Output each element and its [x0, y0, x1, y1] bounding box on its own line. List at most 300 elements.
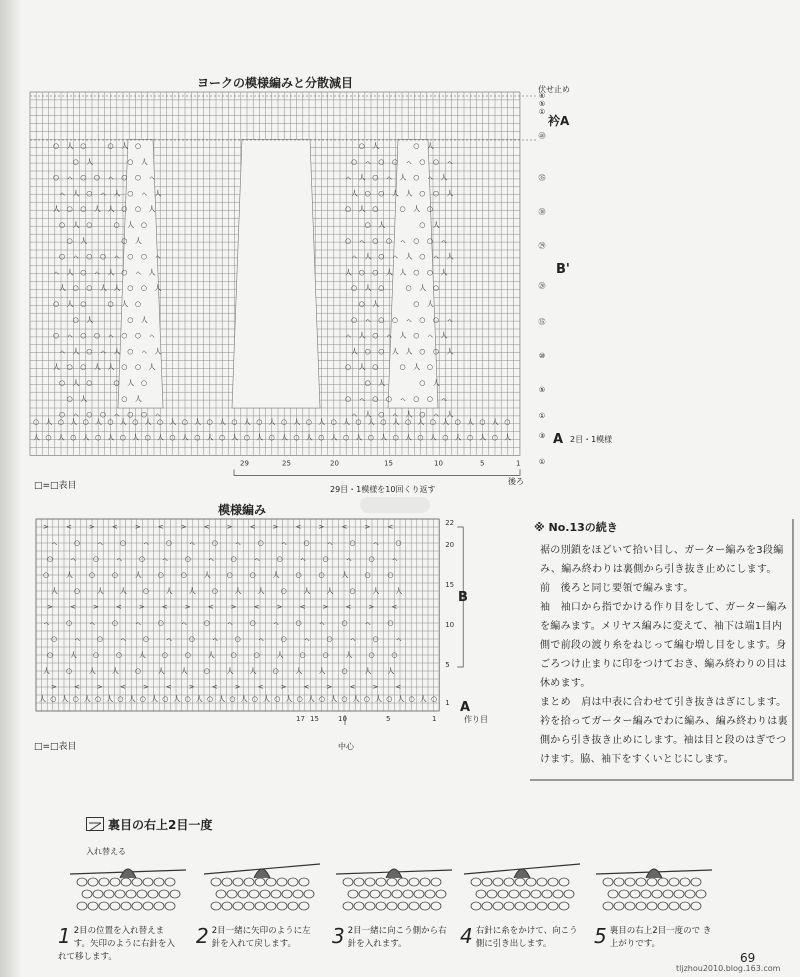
svg-text:ㇸ: ㇸ [326, 539, 334, 547]
technique-step-3 [332, 925, 450, 951]
svg-text:人: 人 [345, 651, 353, 659]
yoke-back-label: 後ろ [508, 477, 524, 486]
svg-text:人: 人 [419, 284, 427, 293]
yoke-symbol-row-26 [59, 346, 161, 355]
svg-text:人: 人 [43, 667, 50, 675]
svg-text:人: 人 [446, 189, 454, 198]
svg-text:○: ○ [203, 667, 210, 675]
technique-illustration-4 [464, 864, 580, 910]
svg-text:人: 人 [391, 189, 399, 198]
svg-text:○: ○ [358, 142, 365, 150]
svg-text:○: ○ [59, 410, 66, 419]
svg-text:○: ○ [364, 571, 371, 579]
svg-text:○: ○ [391, 157, 399, 166]
svg-text:ㇸ: ㇸ [345, 173, 352, 182]
svg-text:人: 人 [432, 379, 440, 387]
svg-text:人: 人 [86, 157, 94, 166]
svg-text:○: ○ [385, 394, 393, 403]
svg-text:○: ○ [322, 651, 329, 659]
svg-text:>: > [226, 523, 233, 531]
svg-text:人: 人 [218, 695, 226, 703]
note-paragraph-front: 前 後ろと同じ要領で編みます。 [540, 583, 694, 594]
svg-text:○: ○ [372, 635, 379, 643]
svg-text:人: 人 [249, 667, 257, 675]
svg-text:○: ○ [121, 363, 128, 372]
svg-text:ㇸ: ㇸ [299, 555, 307, 563]
svg-text:○: ○ [119, 433, 126, 442]
svg-text:○: ○ [419, 189, 426, 198]
svg-text:ㇸ: ㇸ [303, 635, 311, 643]
pattern-a-label: A [460, 700, 471, 715]
yoke-tick-15: 15 [384, 459, 393, 468]
svg-text:○: ○ [82, 417, 89, 426]
svg-text:人: 人 [405, 252, 413, 261]
svg-text:人: 人 [243, 417, 251, 426]
svg-text:○: ○ [413, 142, 420, 150]
no13-continued-note [530, 519, 794, 781]
svg-text:○: ○ [413, 268, 420, 277]
svg-text:人: 人 [180, 667, 188, 675]
svg-text:>: > [142, 683, 149, 691]
svg-text:ㇸ: ㇸ [272, 619, 280, 627]
svg-text:ㇸ: ㇸ [372, 539, 380, 547]
svg-text:人: 人 [119, 587, 127, 595]
svg-text:>: > [326, 683, 333, 691]
svg-text:>: > [43, 523, 49, 531]
svg-text:○: ○ [134, 142, 141, 150]
svg-text:人: 人 [380, 433, 388, 442]
svg-text:○: ○ [139, 695, 146, 703]
svg-text:人: 人 [318, 417, 326, 426]
svg-text:人: 人 [80, 394, 88, 403]
svg-text:<: < [303, 683, 310, 691]
svg-text:人: 人 [154, 347, 162, 356]
svg-text:○: ○ [93, 331, 101, 340]
svg-text:<: < [387, 523, 394, 531]
svg-text:人: 人 [307, 695, 315, 703]
step-5-number: 5 [594, 924, 607, 948]
svg-text:人: 人 [256, 433, 264, 442]
svg-text:人: 人 [72, 189, 80, 198]
svg-text:人: 人 [234, 587, 242, 595]
svg-text:○: ○ [86, 221, 93, 229]
svg-text:人: 人 [504, 433, 512, 442]
svg-text:○: ○ [399, 363, 406, 372]
svg-text:人: 人 [82, 433, 90, 442]
svg-text:>: > [364, 523, 371, 531]
svg-text:人: 人 [88, 667, 96, 675]
svg-text:人: 人 [169, 417, 177, 426]
yoke-b-prime-label: B' [556, 262, 570, 277]
svg-text:ㇸ: ㇸ [66, 331, 74, 340]
technique-illustration-1 [70, 869, 186, 910]
page-number: 69 [740, 951, 756, 965]
svg-text:○: ○ [127, 347, 134, 356]
yoke-chart-title: ヨークの模様編みと分散減目 [197, 76, 354, 90]
svg-text:人: 人 [355, 433, 363, 442]
svg-text:人: 人 [330, 433, 338, 442]
svg-text:人: 人 [194, 417, 202, 426]
svg-text:○: ○ [72, 315, 79, 324]
svg-text:ㇸ: ㇸ [88, 619, 96, 627]
svg-text:○: ○ [504, 417, 511, 426]
svg-text:>: > [230, 603, 237, 611]
svg-text:人: 人 [419, 695, 427, 703]
svg-text:<: < [257, 683, 264, 691]
svg-text:○: ○ [467, 433, 474, 442]
step-2-text: 2目一緒に矢印のように左針を入れて戻します。 [211, 926, 311, 949]
svg-text:○: ○ [231, 417, 238, 426]
svg-text:ㇸ: ㇸ [211, 635, 219, 643]
svg-text:>: > [372, 683, 379, 691]
technique-title: 裏目の右上2目一度 [108, 818, 213, 832]
svg-text:人: 人 [207, 651, 215, 659]
svg-text:>: > [180, 523, 187, 531]
svg-text:○: ○ [341, 619, 348, 627]
svg-text:人: 人 [231, 433, 239, 442]
svg-text:ㇸ: ㇸ [432, 410, 440, 419]
svg-text:<: < [295, 523, 302, 531]
svg-text:ㇸ: ㇸ [391, 410, 399, 419]
yoke-legend: □=□表目 [34, 481, 77, 491]
svg-text:○: ○ [372, 268, 379, 277]
svg-text:○: ○ [479, 417, 486, 426]
svg-text:○: ○ [70, 433, 77, 442]
svg-text:人: 人 [95, 417, 102, 426]
svg-text:○: ○ [378, 315, 385, 324]
svg-text:<: < [161, 603, 168, 611]
technique-illustration-3 [336, 869, 452, 910]
yoke-row-number-6: ㉚ [538, 208, 546, 216]
svg-text:○: ○ [345, 394, 352, 403]
svg-text:○: ○ [372, 173, 379, 182]
svg-text:人: 人 [144, 417, 152, 426]
yoke-symbol-row-b-8 [345, 204, 433, 213]
svg-text:○: ○ [343, 433, 350, 442]
svg-text:○: ○ [157, 417, 164, 426]
svg-text:人: 人 [99, 284, 107, 293]
svg-text:○: ○ [349, 539, 356, 547]
svg-text:○: ○ [299, 651, 306, 659]
svg-text:人: 人 [134, 394, 142, 403]
svg-text:ㇸ: ㇸ [148, 331, 156, 340]
svg-text:○: ○ [405, 284, 412, 293]
svg-text:人: 人 [375, 695, 382, 703]
pattern-chart-title: 模様編み [218, 503, 267, 517]
svg-text:ㇸ: ㇸ [180, 619, 188, 627]
svg-text:人: 人 [391, 347, 399, 356]
svg-text:>: > [92, 603, 99, 611]
technique-illustration-2 [204, 864, 320, 910]
yoke-tick-20: 20 [330, 459, 339, 468]
svg-text:人: 人 [426, 300, 434, 308]
svg-text:ㇸ: ㇸ [107, 173, 115, 182]
svg-text:○: ○ [349, 587, 356, 595]
svg-text:人: 人 [128, 695, 136, 703]
svg-text:>: > [184, 603, 191, 611]
svg-text:>: > [134, 523, 141, 531]
svg-text:○: ○ [399, 205, 406, 214]
svg-text:ㇸ: ㇸ [405, 315, 413, 324]
svg-text:○: ○ [419, 221, 426, 229]
svg-text:人: 人 [127, 221, 135, 229]
svg-text:ㇸ: ㇸ [161, 555, 169, 563]
svg-text:人: 人 [203, 571, 211, 579]
svg-text:人: 人 [148, 205, 156, 214]
yoke-symbol-row-6 [59, 188, 161, 197]
svg-text:○: ○ [230, 555, 237, 563]
svg-text:○: ○ [115, 651, 122, 659]
yoke-repeat-bracket [234, 469, 520, 475]
svg-text:○: ○ [121, 173, 128, 182]
svg-text:>: > [276, 603, 283, 611]
svg-text:人: 人 [387, 667, 395, 675]
svg-text:人: 人 [151, 695, 158, 703]
svg-text:○: ○ [274, 695, 281, 703]
svg-text:○: ○ [230, 651, 237, 659]
svg-text:○: ○ [165, 539, 172, 547]
svg-text:人: 人 [446, 410, 454, 419]
svg-text:人: 人 [165, 587, 173, 595]
svg-text:人: 人 [345, 268, 352, 277]
svg-text:○: ○ [169, 433, 176, 442]
svg-text:人: 人 [154, 284, 162, 293]
svg-text:○: ○ [408, 695, 415, 703]
svg-text:人: 人 [93, 205, 101, 214]
svg-text:○: ○ [96, 635, 104, 643]
svg-text:○: ○ [184, 555, 191, 563]
yoke-a-label: A [553, 432, 564, 447]
svg-text:>: > [272, 523, 279, 531]
svg-text:○: ○ [53, 300, 60, 308]
svg-text:人: 人 [446, 347, 454, 356]
svg-text:人: 人 [399, 331, 407, 340]
svg-text:○: ○ [161, 651, 168, 659]
svg-text:ㇸ: ㇸ [96, 539, 104, 547]
svg-text:人: 人 [276, 651, 284, 659]
svg-text:○: ○ [296, 695, 303, 703]
svg-text:○: ○ [86, 252, 93, 261]
svg-text:人: 人 [257, 587, 265, 595]
svg-text:○: ○ [127, 189, 134, 198]
svg-text:○: ○ [117, 695, 124, 703]
svg-text:○: ○ [293, 433, 300, 442]
svg-text:○: ○ [358, 300, 365, 308]
svg-text:人: 人 [364, 284, 372, 293]
svg-text:○: ○ [413, 300, 420, 308]
svg-text:ㇸ: ㇸ [142, 539, 150, 547]
svg-text:人: 人 [440, 173, 448, 182]
svg-text:人: 人 [358, 173, 366, 182]
svg-text:○: ○ [134, 331, 141, 340]
yoke-tick-5: 5 [480, 459, 485, 468]
svg-text:ㇸ: ㇸ [154, 410, 162, 419]
svg-text:○: ○ [194, 433, 201, 442]
svg-text:人: 人 [157, 667, 165, 675]
svg-text:人: 人 [69, 651, 77, 659]
watermark-url: tljzhou2010.blog.163.com [676, 964, 781, 973]
technique-step-2 [196, 925, 314, 951]
svg-text:ㇸ: ㇸ [99, 347, 107, 356]
svg-text:人: 人 [446, 252, 454, 261]
svg-text:○: ○ [203, 619, 210, 627]
pattern-b-label: B [458, 590, 468, 605]
svg-text:○: ○ [429, 417, 436, 426]
svg-text:○: ○ [95, 695, 102, 703]
svg-text:○: ○ [59, 221, 66, 229]
svg-text:○: ○ [132, 417, 139, 426]
purl-decrease-symbol-icon [86, 817, 104, 831]
svg-text:人: 人 [413, 205, 421, 214]
svg-text:人: 人 [70, 417, 78, 426]
svg-text:人: 人 [479, 433, 487, 442]
svg-text:○: ○ [107, 142, 114, 150]
pattern-band-a-row [39, 694, 437, 703]
svg-text:○: ○ [330, 417, 337, 426]
svg-text:○: ○ [80, 363, 87, 372]
svg-text:○: ○ [86, 189, 93, 198]
svg-text:人: 人 [399, 268, 407, 277]
svg-text:○: ○ [385, 236, 393, 245]
svg-text:○: ○ [355, 417, 362, 426]
svg-text:人: 人 [53, 363, 60, 372]
svg-text:○: ○ [72, 157, 79, 166]
svg-text:○: ○ [121, 331, 128, 340]
svg-text:○: ○ [367, 433, 374, 442]
svg-text:○: ○ [211, 539, 218, 547]
svg-text:ㇸ: ㇸ [345, 331, 352, 340]
pattern-row-number-22: 22 [445, 519, 455, 527]
svg-text:人: 人 [397, 695, 405, 703]
svg-text:○: ○ [426, 268, 433, 277]
svg-text:ㇸ: ㇸ [391, 555, 399, 563]
svg-text:○: ○ [387, 571, 394, 579]
svg-text:人: 人 [148, 363, 156, 372]
svg-text:○: ○ [426, 236, 433, 245]
svg-text:ㇸ: ㇸ [165, 635, 173, 643]
svg-text:人: 人 [364, 667, 372, 675]
svg-text:○: ○ [372, 394, 379, 403]
pattern-start-label: 作り目 [464, 715, 488, 724]
svg-text:○: ○ [413, 173, 420, 182]
svg-text:○: ○ [99, 410, 107, 419]
svg-text:ㇸ: ㇸ [113, 410, 121, 419]
svg-text:ㇸ: ㇸ [53, 268, 60, 277]
svg-text:人: 人 [364, 410, 372, 419]
svg-text:<: < [165, 683, 172, 691]
svg-text:○: ○ [127, 252, 134, 261]
svg-text:ㇸ: ㇸ [115, 555, 123, 563]
svg-text:○: ○ [53, 331, 60, 340]
svg-text:○: ○ [364, 189, 371, 198]
svg-text:人: 人 [405, 189, 413, 198]
yoke-band-a-row-1 [33, 433, 511, 442]
svg-text:人: 人 [343, 417, 350, 426]
yoke-symbol-row-30 [59, 378, 147, 387]
svg-text:○: ○ [134, 300, 141, 308]
svg-text:○: ○ [134, 667, 141, 675]
svg-text:○: ○ [432, 189, 439, 198]
svg-text:<: < [395, 683, 402, 691]
svg-text:○: ○ [92, 555, 100, 563]
svg-text:○: ○ [226, 571, 233, 579]
svg-text:人: 人 [83, 695, 91, 703]
svg-text:○: ○ [378, 284, 385, 293]
svg-text:○: ○ [140, 379, 147, 387]
pattern-row-number-20: 20 [445, 541, 455, 549]
step-5-text: 裏目の右上2目一度ので き上がりです。 [609, 926, 712, 949]
svg-text:ㇸ: ㇸ [446, 315, 454, 324]
svg-text:○: ○ [432, 284, 439, 293]
step-4-text: 右針に糸をかけて、向こう側に引き出します。 [475, 926, 578, 949]
svg-text:○: ○ [219, 433, 226, 442]
svg-text:○: ○ [207, 695, 214, 703]
svg-text:人: 人 [72, 221, 80, 229]
svg-text:○: ○ [134, 363, 141, 372]
svg-text:○: ○ [419, 379, 426, 387]
svg-text:人: 人 [57, 433, 65, 442]
technique-step-4 [460, 925, 578, 951]
svg-text:ㇸ: ㇸ [140, 347, 148, 356]
svg-text:人: 人 [440, 268, 448, 277]
svg-text:ㇸ: ㇸ [113, 252, 121, 261]
yoke-row-number-12: ① [538, 412, 546, 420]
svg-text:○: ○ [345, 363, 352, 372]
svg-text:人: 人 [405, 410, 413, 419]
svg-text:>: > [188, 683, 195, 691]
svg-text:○: ○ [121, 236, 128, 245]
svg-text:人: 人 [113, 347, 121, 356]
svg-text:>: > [47, 603, 53, 611]
svg-text:○: ○ [257, 539, 264, 547]
svg-text:ㇸ: ㇸ [107, 331, 115, 340]
svg-text:人: 人 [80, 236, 88, 245]
svg-text:○: ○ [234, 635, 241, 643]
svg-text:ㇸ: ㇸ [405, 157, 413, 166]
svg-text:○: ○ [43, 571, 50, 579]
note-paragraph-sleeve: 袖 袖口から指でかける作り目をして、ガーター編みを編みます。メリヤス編みに変えて、袖下は端1目内側で前段の渡り糸をねじって編む増し目をします。身ごろつけ止まりに印をつけておき、編み終わりの目は休めます。 [540, 602, 787, 689]
svg-text:人: 人 [417, 417, 425, 426]
svg-text:○: ○ [111, 619, 118, 627]
svg-text:○: ○ [92, 651, 100, 659]
yoke-symbol-row-20 [53, 299, 141, 308]
svg-text:ㇸ: ㇸ [51, 539, 58, 547]
svg-text:○: ○ [86, 379, 93, 387]
svg-text:<: < [207, 603, 214, 611]
svg-text:○: ○ [256, 417, 263, 426]
svg-text:人: 人 [385, 268, 393, 277]
svg-text:○: ○ [80, 300, 87, 308]
svg-text:>: > [234, 683, 241, 691]
svg-text:ㇸ: ㇸ [364, 619, 372, 627]
pattern-tick-5: 5 [386, 715, 391, 723]
svg-text:○: ○ [73, 587, 81, 595]
svg-text:○: ○ [426, 363, 433, 372]
yoke-decrease-gap-2 [232, 139, 320, 408]
svg-text:○: ○ [119, 539, 126, 547]
svg-text:人: 人 [65, 571, 73, 579]
svg-text:○: ○ [378, 347, 385, 356]
svg-text:○: ○ [107, 417, 114, 426]
step-1-text: 2目の位置を入れ替えます。矢印のように右針を入れて移します。 [58, 926, 176, 962]
svg-text:<: < [69, 603, 76, 611]
svg-text:○: ○ [391, 651, 398, 659]
svg-text:○: ○ [303, 539, 310, 547]
svg-text:○: ○ [188, 635, 195, 643]
technique-swap-label: 入れ替える [86, 847, 126, 856]
svg-text:○: ○ [419, 157, 426, 166]
svg-text:○: ○ [454, 417, 461, 426]
